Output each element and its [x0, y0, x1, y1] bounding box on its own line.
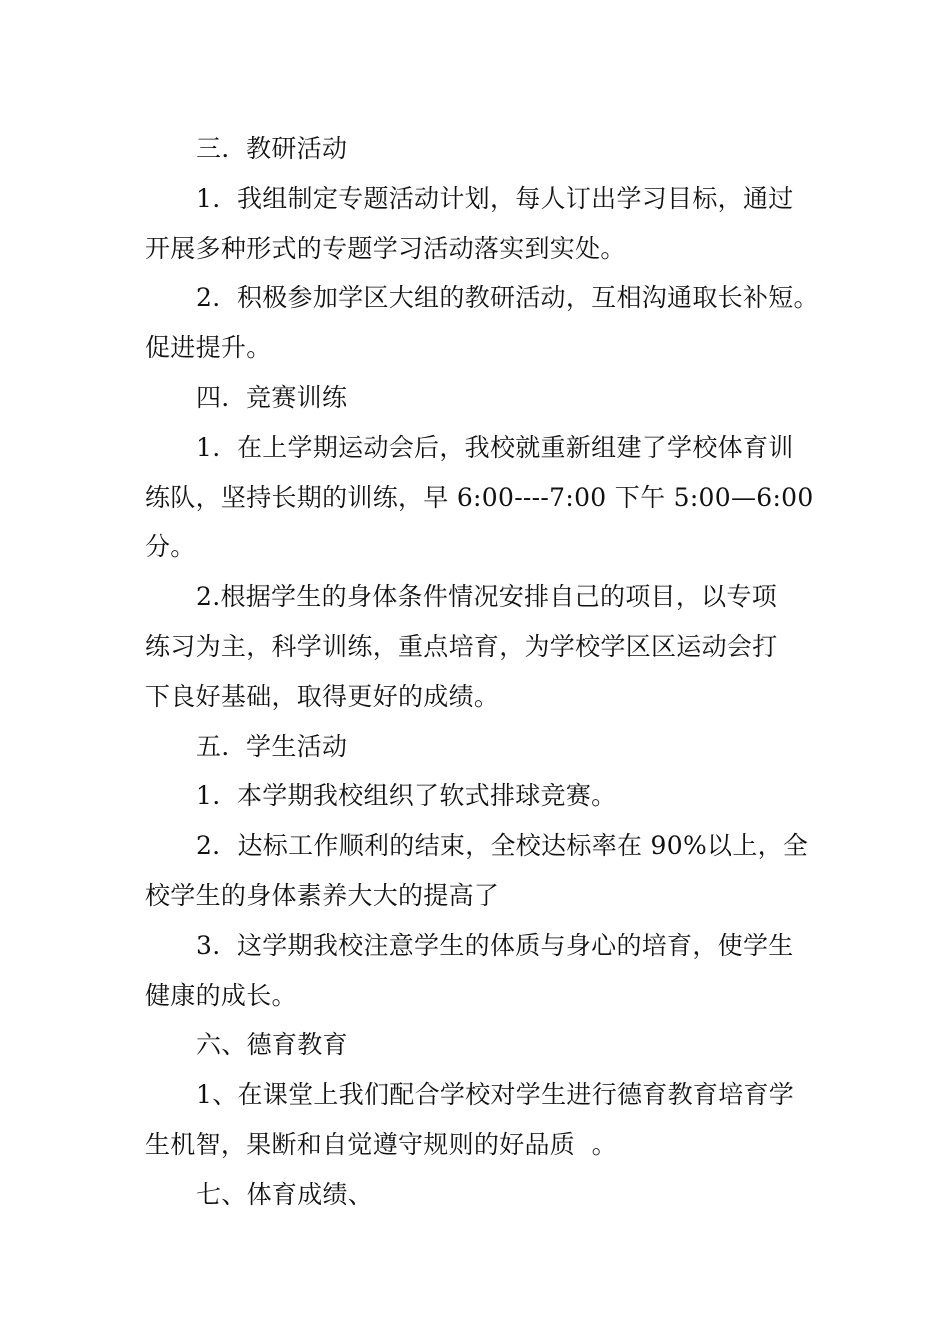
paragraph-line: 健康的成长。 [145, 980, 297, 1010]
paragraph-line: 2.根据学生的身体条件情况安排自己的项目，以专项 [196, 582, 778, 612]
paragraph-line: 1、在课堂上我们配合学校对学生进行德育教育培育学 [196, 1080, 795, 1110]
paragraph-line: 3. 这学期我校注意学生的体质与身心的培育，使学生 [196, 930, 794, 960]
section-heading-student-activities: 五. 学生活动 [196, 731, 348, 761]
paragraph-line: 练队，坚持长期的训练，早 6:00----7:00 下午 5:00—6:00 [145, 482, 814, 512]
section-heading-competition-training: 四. 竞赛训练 [196, 382, 348, 412]
section-heading-sports-results: 七、体育成绩、 [196, 1179, 374, 1209]
paragraph-line: 校学生的身体素养大大的提高了 [145, 880, 500, 910]
paragraph-line: 生机智，果断和自觉遵守规则的好品质 。 [145, 1129, 617, 1159]
paragraph-line: 促进提升。 [145, 333, 272, 363]
paragraph-line: 下良好基础，取得更好的成绩。 [145, 681, 500, 711]
paragraph-line: 分。 [145, 532, 196, 562]
paragraph-line: 2．达标工作顺利的结束，全校达标率在 90%以上，全 [196, 831, 809, 861]
paragraph-line: 练习为主，科学训练，重点培育，为学校学区区运动会打 [145, 631, 778, 661]
paragraph-line: 1. 在上学期运动会后，我校就重新组建了学校体育训 [196, 432, 794, 462]
paragraph-line: 1. 本学期我校组织了软式排球竞赛。 [196, 781, 617, 811]
document-body [145, 124, 819, 1220]
section-heading-teaching-research: 三. 教研活动 [196, 134, 348, 163]
paragraph-line: 开展多种形式的专题学习活动落实到实处。 [145, 233, 626, 263]
paragraph-line: 2. 积极参加学区大组的教研活动，互相沟通取长补短。 [196, 283, 819, 313]
paragraph-line: 1. 我组制定专题活动计划，每人订出学习目标，通过 [196, 183, 794, 213]
section-heading-moral-education: 六、德育教育 [196, 1030, 348, 1060]
